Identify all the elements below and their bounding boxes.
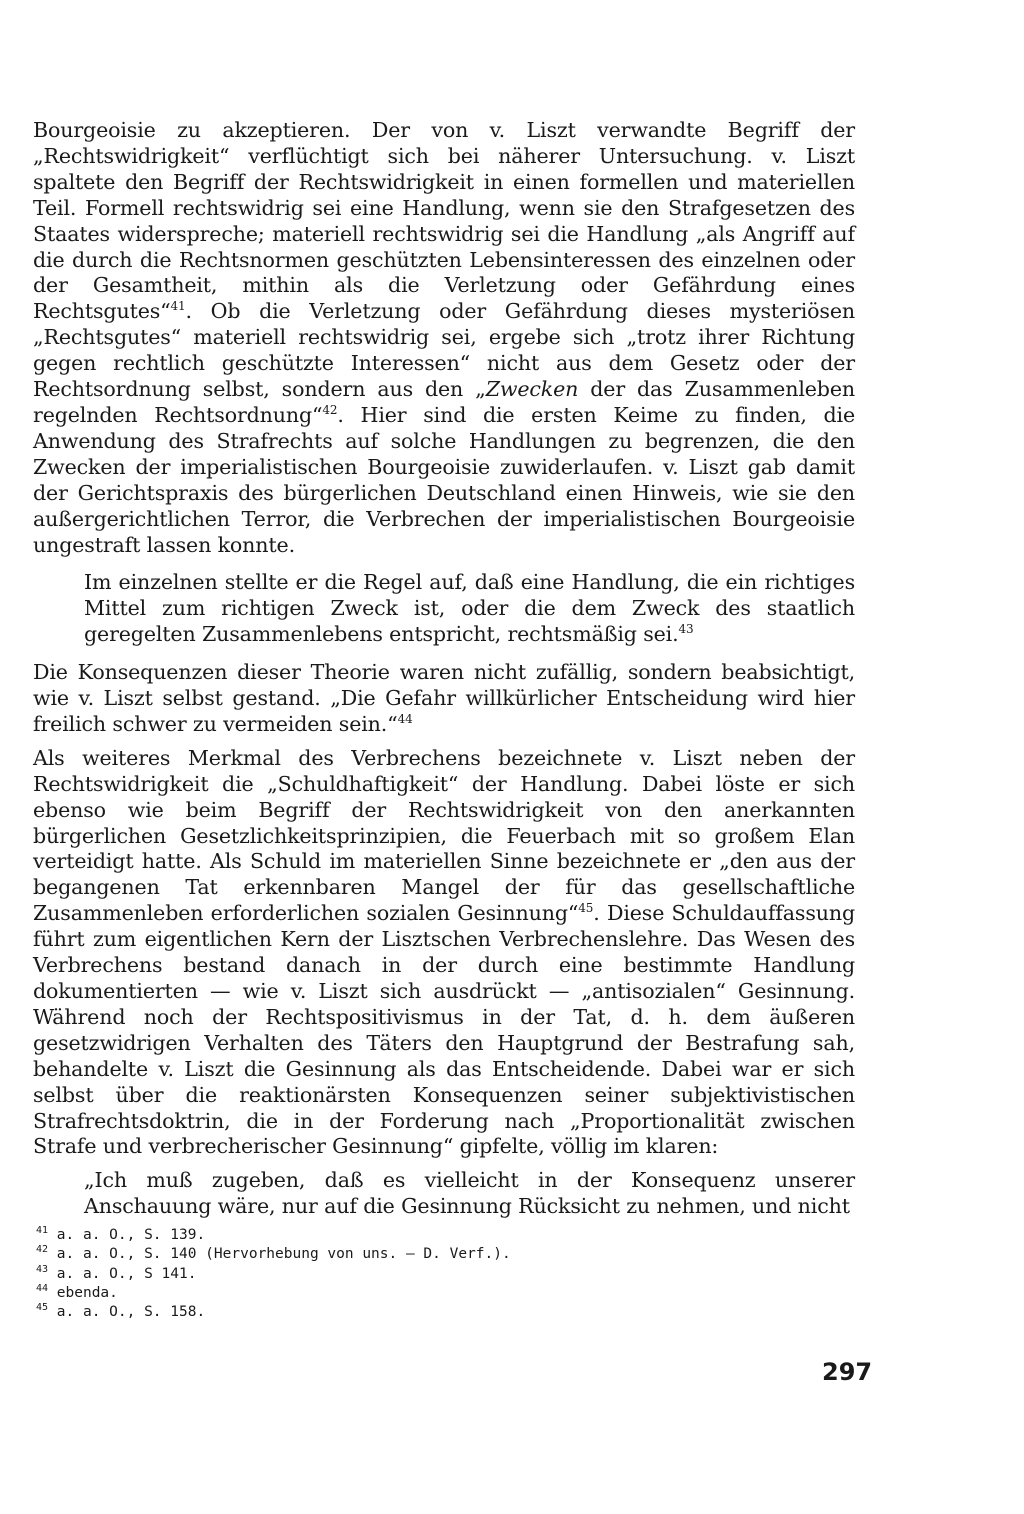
paragraph-text: der das Zusammenleben regelnden Rechtsordnung“ xyxy=(33,377,855,427)
footnotes xyxy=(36,1226,636,1322)
paragraph-schuldhaftigkeit xyxy=(33,746,855,1161)
paragraph-text: . Hier sind die ersten Keime zu finden, die Anwendung des Strafrechts auf solche Handlungen zu begrenzen, die den Zwecken der imperialistischen Bourgeoisie zuwiderlaufen. v. Liszt gab damit der Gerichtspraxis des bürgerlichen Deutschland einen Hinweis, wie sie den außergerichtlichen Terror, die Verbrechen der imperialistischen Bourgeoisie ungestraft lassen konnte. xyxy=(33,402,855,557)
footnote-number: 45 xyxy=(36,1302,49,1314)
quote-text: Im einzelnen stellte er die Regel auf, daß eine Handlung, die ein richtiges Mittel zum richtigen Zweck ist, oder die dem Zweck des staatlich geregelten Zusammenlebens entspricht, rechtsmäßig sei. xyxy=(84,570,855,647)
footnote-number: 43 xyxy=(36,1263,49,1275)
footnote-text: a. a. O., S. 158. xyxy=(56,1304,206,1321)
footnote-number: 41 xyxy=(36,1225,49,1237)
quote-text: „Ich muß zugeben, daß es vielleicht in der Konsequenz unserer Anschauung wäre, nur auf die Gesinnung Rücksicht zu nehmen, und nicht xyxy=(84,1168,855,1219)
footnote-number: 42 xyxy=(36,1244,49,1256)
footnote-ref[interactable]: 44 xyxy=(397,712,413,727)
emphasis-text: Zwecken xyxy=(485,377,579,402)
paragraph-text: . Ob die Verletzung oder Gefährdung dieses mysteriösen „Rechtsgutes“ materiell rechtswidrig sei, ergebe sich „trotz ihrer Richtung gegen rechtlich geschützte Interessen“ nicht aus dem Gesetz oder der Rechtsordnung selbst, sondern aus den „ xyxy=(33,299,855,402)
paragraph-text: Bourgeoisie zu akzeptieren. Der von v. Liszt verwandte Begriff der „Rechtswidrigkeit“ verflüchtigt sich bei näherer Untersuchung. v. Liszt spaltete den Begriff der Rechtswidrigkeit in einen formellen und materiellen Teil. Formell rechtswidrig sei eine Handlung, wenn sie den Strafgesetzen des Staates widerspreche; materiell rechtswidrig sei die Handlung „als Angriff auf die durch die Rechtsnormen geschützten Lebensinteressen des einzelnen oder der Gesamtheit, mithin als die Verletzung oder Gefährdung eines Rechtsgutes“ xyxy=(33,118,855,324)
block-quote xyxy=(33,570,855,648)
footnote xyxy=(36,1284,636,1303)
paragraph-text: . Diese Schuldauffassung führt zum eigentlichen Kern der Lisztschen Verbrechenslehre. Das Wesen des Verbrechens bestand danach in der durch eine bestimmte Handlung dokumentierten — wie v. Liszt sich ausdrückt — „antisozialen“ Gesinnung. Während noch der Rechtspositivismus in der Tat, d. h. dem äußeren gesetzwidrigen Verhalten des Täters den Hauptgrund der Bestrafung sah, behandelte v. Liszt die Gesinnung als das Entscheidende. Dabei war er sich selbst über die reaktionärsten Konsequenzen seiner subjektivistischen Strafrechtsdoktrin, die in der Forderung nach „Proportionalität zwischen Strafe und verbrecherischer Gesinnung“ gipfelte, völlig im klaren: xyxy=(33,901,855,1159)
footnote xyxy=(36,1245,636,1264)
block-quote xyxy=(33,1168,855,1220)
page-number: 297 xyxy=(822,1358,873,1386)
footnote-number: 44 xyxy=(36,1283,49,1295)
footnote-ref[interactable]: 41 xyxy=(170,299,186,314)
paragraph-text: Als weiteres Merkmal des Verbrechens bezeichnete v. Liszt neben der Rechtswidrigkeit die „Schuldhaftigkeit“ der Handlung. Dabei löste er sich ebenso wie beim Begriff der Rechtswidrigkeit von den anerkannten bürgerlichen Gesetzlichkeitsprinzipien, die Feuerbach mit so großem Elan verteidigt hatte. Als Schuld im materiellen Sinne bezeichnete er „den aus der begangenen Tat erkennbaren Mangel der für das gesellschaftliche Zusammenleben erforderlichen sozialen Gesinnung“ xyxy=(33,745,855,926)
footnote xyxy=(36,1303,636,1322)
paragraph-rechtswidrigkeit xyxy=(33,118,855,558)
footnote-text: a. a. O., S 141. xyxy=(56,1265,197,1282)
footnote-text: ebenda. xyxy=(56,1284,118,1301)
footnote xyxy=(36,1226,636,1245)
page-body xyxy=(33,118,855,1220)
paragraph-konsequenzen xyxy=(33,660,855,738)
paragraph-text: Die Konsequenzen dieser Theorie waren nicht zufällig, sondern beabsichtigt, wie v. Liszt selbst gestand. „Die Gefahr willkürlicher Entscheidung wird hier freilich schwer zu vermeiden sein.“ xyxy=(33,660,855,736)
footnote-text: a. a. O., S. 139. xyxy=(56,1227,206,1243)
footnote-text: a. a. O., S. 140 (Hervorhebung von uns. — D. Verf.). xyxy=(56,1246,511,1263)
footnote-ref[interactable]: 45 xyxy=(578,901,594,916)
footnote xyxy=(36,1265,636,1284)
footnote-ref[interactable]: 43 xyxy=(678,622,694,637)
footnote-ref[interactable]: 42 xyxy=(322,403,338,418)
